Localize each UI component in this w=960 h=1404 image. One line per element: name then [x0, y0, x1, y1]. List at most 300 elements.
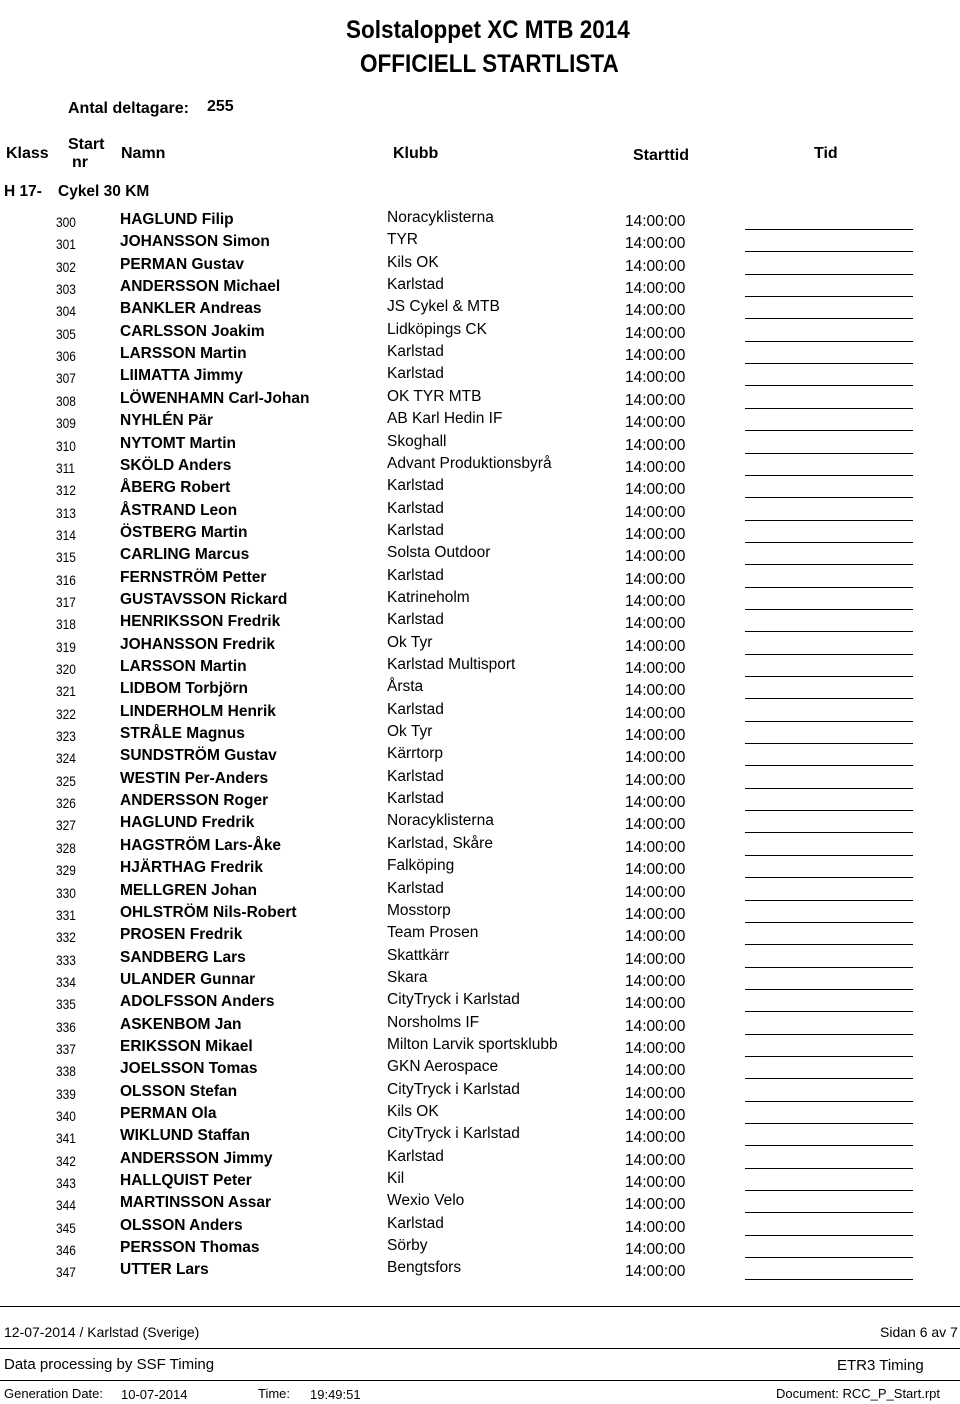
start-number: 342: [56, 1152, 76, 1169]
table-row: [0, 1080, 960, 1105]
rider-name: LARSSON Martin: [120, 345, 247, 363]
finish-time-blank: [745, 788, 913, 789]
table-row: [0, 700, 960, 725]
start-number: 314: [56, 526, 76, 543]
club-name: Katrineholm: [387, 588, 470, 606]
finish-time-blank: [745, 922, 913, 923]
start-number: 334: [56, 973, 76, 990]
rider-name: NYHLÉN Pär: [120, 412, 214, 430]
start-number: 310: [56, 437, 76, 454]
club-name: Skattkärr: [387, 946, 450, 964]
rider-name: ÅBERG Robert: [120, 479, 231, 497]
rider-name: ÅSTRAND Leon: [120, 501, 238, 519]
club-name: Årsta: [387, 678, 424, 696]
table-row: [0, 1194, 960, 1216]
rider-name: LARSSON Martin: [120, 658, 247, 675]
start-number: 321: [56, 683, 76, 700]
start-number: 339: [56, 1085, 76, 1102]
start-time: 14:00:00: [625, 816, 686, 834]
table-row: [0, 233, 960, 255]
rider-name: JOHANSSON Simon: [120, 233, 270, 251]
table-row: [0, 926, 960, 948]
table-row: [0, 345, 960, 367]
rider-name: LIIMATTA Jimmy: [120, 367, 243, 385]
start-time: 14:00:00: [625, 235, 686, 253]
club-name: Kärrtorp: [387, 745, 443, 763]
finish-time-blank: [745, 1034, 913, 1035]
footer-divider-bottom: [0, 1380, 960, 1381]
col-tid: Tid: [814, 145, 838, 162]
table-row: [0, 658, 960, 680]
table-row: [0, 767, 960, 792]
start-time: 14:00:00: [625, 525, 686, 543]
club-name: Karlstad: [387, 700, 444, 718]
start-number: 315: [56, 549, 76, 566]
start-time: 14:00:00: [625, 704, 686, 722]
rider-name: ERIKSSON Mikael: [120, 1037, 253, 1055]
start-time: 14:00:00: [625, 950, 686, 968]
start-time: 14:00:00: [625, 928, 686, 946]
rider-name: ÖSTBERG Martin: [120, 523, 248, 541]
finish-time-blank: [745, 385, 913, 386]
table-row: [0, 1172, 960, 1194]
club-name: Bengtsfors: [387, 1259, 462, 1277]
finish-time-blank: [745, 1145, 913, 1146]
club-name: Karlstad: [387, 276, 444, 294]
finish-time-blank: [745, 1101, 913, 1102]
rider-name: LIDBOM Torbjörn: [120, 680, 248, 698]
col-start-top: Start: [68, 136, 105, 153]
finish-time-blank: [745, 520, 913, 521]
start-time: 14:00:00: [625, 592, 686, 610]
finish-time-blank: [745, 855, 913, 856]
finish-time-blank: [745, 609, 913, 610]
start-number: 311: [56, 459, 75, 476]
start-number: 332: [56, 929, 76, 946]
start-time: 14:00:00: [625, 391, 686, 409]
table-row: [0, 968, 960, 993]
start-number: 344: [56, 1197, 76, 1214]
start-time: 14:00:00: [625, 838, 686, 856]
start-number: 308: [56, 392, 76, 409]
finish-time-blank: [745, 229, 913, 230]
rider-name: PERSSON Thomas: [120, 1239, 260, 1257]
club-name: Karlstad: [387, 767, 444, 785]
start-time: 14:00:00: [625, 280, 686, 298]
start-time: 14:00:00: [625, 570, 686, 588]
table-row: [0, 1013, 960, 1038]
table-row: [0, 211, 960, 233]
footer-time-label: Time:: [258, 1386, 291, 1401]
finish-time-blank: [745, 1257, 913, 1258]
table-row: [0, 1035, 960, 1060]
start-number: 302: [56, 258, 76, 275]
table-row: [0, 1239, 960, 1261]
finish-time-blank: [745, 765, 913, 766]
rider-name: PERMAN Gustav: [120, 255, 245, 273]
start-number: 327: [56, 817, 76, 834]
start-number: 328: [56, 839, 76, 856]
finish-time-blank: [745, 654, 913, 655]
table-row: [0, 725, 960, 747]
start-number: 336: [56, 1018, 76, 1035]
rider-name: ULANDER Gunnar: [120, 970, 256, 988]
col-start-bottom: nr: [72, 154, 88, 171]
start-number: 340: [56, 1108, 76, 1124]
rider-name: ASKENBOM Jan: [120, 1015, 242, 1033]
rider-name: JOHANSSON Fredrik: [120, 635, 276, 653]
start-number: 325: [56, 772, 76, 789]
rider-name: HALLQUIST Peter: [120, 1172, 252, 1190]
finish-time-blank: [745, 251, 913, 252]
table-row: [0, 1060, 960, 1082]
start-number: 330: [56, 884, 76, 901]
club-name: Karlstad: [387, 499, 444, 517]
club-name: Sörby: [387, 1237, 428, 1255]
finish-time-blank: [745, 743, 913, 744]
club-name: Norsholms IF: [387, 1013, 480, 1031]
table-row: [0, 566, 960, 591]
start-time: 14:00:00: [625, 324, 686, 342]
rider-name: UTTER Lars: [120, 1261, 209, 1279]
table-row: [0, 613, 960, 635]
club-name: Kils OK: [387, 1103, 439, 1120]
finish-time-blank: [745, 564, 913, 565]
club-name: Karlstad: [387, 611, 444, 629]
club-name: Karlstad: [387, 879, 444, 897]
finish-time-blank: [745, 475, 913, 476]
start-number: 341: [56, 1130, 76, 1147]
start-time: 14:00:00: [625, 414, 686, 432]
rider-name: CARLSSON Joakim: [120, 322, 265, 340]
rider-name: ANDERSSON Michael: [120, 278, 281, 296]
rider-name: LÖWENHAMN Carl-Johan: [120, 389, 310, 407]
club-name: TYR: [387, 231, 418, 249]
club-name: Mosstorp: [387, 901, 451, 919]
finish-time-blank: [745, 944, 913, 945]
start-time: 14:00:00: [625, 481, 686, 499]
start-time: 14:00:00: [625, 1241, 686, 1259]
finish-time-blank: [745, 1078, 913, 1079]
club-name: Team Prosen: [387, 924, 479, 942]
club-name: CityTryck i Karlstad: [387, 1125, 520, 1143]
start-number: 317: [56, 593, 76, 610]
footer-divider-top: [0, 1306, 960, 1307]
table-row: [0, 1147, 960, 1172]
finish-time-blank: [745, 1168, 913, 1169]
start-number: 300: [56, 214, 76, 230]
club-name: Karlstad, Skåre: [387, 834, 493, 852]
finish-time-blank: [745, 698, 913, 699]
start-time: 14:00:00: [625, 302, 686, 320]
start-time: 14:00:00: [625, 660, 686, 677]
table-row: [0, 432, 960, 457]
finish-time-blank: [745, 1190, 913, 1191]
club-name: CityTryck i Karlstad: [387, 991, 520, 1009]
club-name: Noracyklisterna: [387, 209, 494, 226]
table-row: [0, 320, 960, 345]
rider-name: MARTINSSON Assar: [120, 1194, 272, 1212]
start-number: 309: [56, 415, 76, 432]
table-row: [0, 412, 960, 434]
start-time: 14:00:00: [625, 1039, 686, 1057]
start-time: 14:00:00: [625, 1129, 686, 1147]
footer-system: ETR3 Timing: [837, 1357, 924, 1374]
finish-time-blank: [745, 587, 913, 588]
start-time: 14:00:00: [625, 1196, 686, 1214]
start-time: 14:00:00: [625, 1218, 686, 1236]
start-time: 14:00:00: [625, 682, 686, 700]
start-time: 14:00:00: [625, 1107, 686, 1124]
rider-name: NYTOMT Martin: [120, 434, 236, 452]
club-name: Ok Tyr: [387, 633, 433, 651]
table-row: [0, 1261, 960, 1283]
table-row: [0, 901, 960, 926]
rider-name: LINDERHOLM Henrik: [120, 702, 276, 720]
footer-time-value: 19:49:51: [310, 1387, 361, 1402]
start-number: 307: [56, 370, 76, 387]
rider-name: CARLING Marcus: [120, 546, 250, 564]
table-row: [0, 1214, 960, 1239]
finish-time-blank: [745, 631, 913, 632]
start-number: 301: [56, 236, 76, 253]
club-name: AB Karl Hedin IF: [387, 410, 503, 428]
club-name: Karlstad: [387, 365, 444, 383]
table-row: [0, 1127, 960, 1149]
club-name: Kil: [387, 1170, 405, 1188]
finish-time-blank: [745, 810, 913, 811]
table-row: [0, 521, 960, 546]
rider-name: FERNSTRÖM Petter: [120, 568, 267, 586]
rider-name: OLSSON Stefan: [120, 1082, 238, 1100]
start-number: 326: [56, 795, 76, 812]
start-number: 337: [56, 1040, 76, 1057]
start-time: 14:00:00: [625, 369, 686, 387]
club-name: Karlstad Multisport: [387, 656, 516, 673]
finish-time-blank: [745, 676, 913, 677]
start-time: 14:00:00: [625, 1151, 686, 1169]
participants-label: Antal deltagare:: [68, 100, 189, 117]
finish-time-blank: [745, 832, 913, 833]
rider-name: WESTIN Per-Anders: [120, 769, 269, 787]
table-row: [0, 253, 960, 278]
start-time: 14:00:00: [625, 1084, 686, 1102]
start-number: 347: [56, 1264, 76, 1281]
col-namn: Namn: [121, 145, 166, 162]
start-number: 303: [56, 281, 76, 298]
start-time: 14:00:00: [625, 771, 686, 789]
table-row: [0, 454, 960, 479]
finish-time-blank: [745, 274, 913, 275]
group-klass: H 17-: [4, 183, 42, 200]
start-number: 312: [56, 482, 76, 499]
col-klass: Klass: [6, 145, 49, 162]
start-time: 14:00:00: [625, 548, 686, 566]
start-time: 14:00:00: [625, 972, 686, 990]
start-number: 305: [56, 325, 76, 342]
start-time: 14:00:00: [625, 1174, 686, 1192]
start-time: 14:00:00: [625, 458, 686, 476]
club-name: Noracyklisterna: [387, 812, 494, 830]
table-row: [0, 792, 960, 814]
footer-document: Document: RCC_P_Start.rpt: [776, 1386, 941, 1401]
rider-name: OLSSON Anders: [120, 1216, 243, 1234]
start-number: 324: [56, 750, 76, 767]
rider-name: SKÖLD Anders: [120, 456, 232, 474]
start-time: 14:00:00: [625, 436, 686, 454]
club-name: GKN Aerospace: [387, 1058, 499, 1076]
table-row: [0, 387, 960, 412]
table-row: [0, 588, 960, 613]
start-time: 14:00:00: [625, 749, 686, 767]
start-number: 316: [56, 571, 76, 588]
start-number: 331: [56, 906, 76, 923]
finish-time-blank: [745, 430, 913, 431]
start-number: 345: [56, 1219, 76, 1236]
col-klubb: Klubb: [393, 145, 439, 162]
rider-name: ADOLFSSON Anders: [120, 993, 275, 1011]
rider-name: GUSTAVSSON Rickard: [120, 590, 288, 608]
finish-time-blank: [745, 318, 913, 319]
finish-time-blank: [745, 363, 913, 364]
club-name: Skara: [387, 968, 428, 986]
finish-time-blank: [745, 900, 913, 901]
table-row: [0, 367, 960, 389]
club-name: JS Cykel & MTB: [387, 298, 500, 316]
club-name: Karlstad: [387, 477, 444, 495]
table-row: [0, 278, 960, 300]
table-row: [0, 479, 960, 501]
rider-name: MELLGREN Johan: [120, 881, 257, 899]
table-row: [0, 1105, 960, 1127]
start-number: 335: [56, 996, 76, 1013]
start-time: 14:00:00: [625, 1017, 686, 1035]
club-name: Falköping: [387, 857, 455, 875]
finish-time-blank: [745, 989, 913, 990]
start-time: 14:00:00: [625, 637, 686, 655]
club-name: Advant Produktionsbyrå: [387, 454, 552, 472]
finish-time-blank: [745, 1212, 913, 1213]
club-name: Milton Larvik sportsklubb: [387, 1035, 558, 1053]
finish-time-blank: [745, 721, 913, 722]
club-name: Karlstad: [387, 566, 444, 584]
start-time: 14:00:00: [625, 794, 686, 812]
rider-name: JOELSSON Tomas: [120, 1060, 258, 1078]
finish-time-blank: [745, 453, 913, 454]
group-name: Cykel 30 KM: [58, 183, 150, 200]
rider-name: SANDBERG Lars: [120, 948, 246, 966]
start-number: 313: [56, 504, 76, 521]
start-number: 318: [56, 616, 76, 633]
rider-name: SUNDSTRÖM Gustav: [120, 747, 277, 765]
page-subtitle: OFFICIELL STARTLISTA: [360, 50, 619, 78]
finish-time-blank: [745, 497, 913, 498]
club-name: OK TYR MTB: [387, 387, 482, 405]
club-name: Karlstad: [387, 1147, 444, 1165]
finish-time-blank: [745, 408, 913, 409]
footer-generation-label: Generation Date:: [4, 1386, 104, 1401]
start-time: 14:00:00: [625, 257, 686, 275]
rider-name: WIKLUND Staffan: [120, 1127, 251, 1145]
start-number: 333: [56, 951, 76, 968]
rider-name: HJÄRTHAG Fredrik: [120, 859, 263, 877]
rider-name: BANKLER Andreas: [120, 300, 262, 318]
club-name: Karlstad: [387, 521, 444, 539]
footer-page: Sidan 6 av 7: [880, 1324, 958, 1340]
club-name: Skoghall: [387, 432, 447, 450]
finish-time-blank: [745, 341, 913, 342]
table-row: [0, 747, 960, 769]
club-name: Wexio Velo: [387, 1192, 465, 1210]
rider-name: HAGSTRÖM Lars-Åke: [120, 836, 282, 854]
rider-name: PERMAN Ola: [120, 1105, 217, 1122]
start-number: 343: [56, 1175, 76, 1192]
finish-time-blank: [745, 542, 913, 543]
club-name: Karlstad: [387, 790, 444, 808]
finish-time-blank: [745, 1279, 913, 1280]
table-row: [0, 879, 960, 904]
rider-name: HAGLUND Fredrik: [120, 814, 255, 832]
start-time: 14:00:00: [625, 213, 686, 230]
start-time: 14:00:00: [625, 503, 686, 521]
start-time: 14:00:00: [625, 883, 686, 901]
table-row: [0, 946, 960, 971]
finish-time-blank: [745, 1056, 913, 1057]
rider-name: ANDERSSON Roger: [120, 792, 269, 810]
finish-time-blank: [745, 877, 913, 878]
start-number: 306: [56, 348, 76, 365]
start-number: 329: [56, 862, 76, 879]
start-time: 14:00:00: [625, 905, 686, 923]
start-number: 338: [56, 1063, 76, 1080]
finish-time-blank: [745, 967, 913, 968]
start-time: 14:00:00: [625, 615, 686, 633]
club-name: Lidköpings CK: [387, 320, 487, 338]
footer-date-place: 12-07-2014 / Karlstad (Sverige): [4, 1324, 200, 1340]
finish-time-blank: [745, 296, 913, 297]
rider-name: OHLSTRÖM Nils-Robert: [120, 903, 297, 921]
club-name: Kils OK: [387, 253, 439, 271]
col-starttid: Starttid: [633, 147, 689, 164]
club-name: Karlstad: [387, 343, 444, 361]
start-time: 14:00:00: [625, 1062, 686, 1080]
participants-count: 255: [207, 98, 234, 115]
start-time: 14:00:00: [625, 861, 686, 879]
rider-name: HAGLUND Filip: [120, 211, 234, 228]
start-time: 14:00:00: [625, 347, 686, 365]
club-name: Ok Tyr: [387, 723, 433, 741]
finish-time-blank: [745, 1011, 913, 1012]
rider-name: ANDERSSON Jimmy: [120, 1149, 273, 1167]
table-row: [0, 499, 960, 524]
table-row: [0, 300, 960, 322]
footer-processing: Data processing by SSF Timing: [4, 1356, 215, 1373]
footer-divider-middle: [0, 1348, 960, 1349]
table-row: [0, 859, 960, 881]
start-number: 320: [56, 661, 76, 677]
table-row: [0, 834, 960, 859]
club-name: CityTryck i Karlstad: [387, 1080, 520, 1098]
finish-time-blank: [745, 1123, 913, 1124]
start-time: 14:00:00: [625, 1263, 686, 1281]
start-time: 14:00:00: [625, 727, 686, 745]
rider-name: PROSEN Fredrik: [120, 926, 243, 944]
club-name: Karlstad: [387, 1214, 444, 1232]
page-title: Solstaloppet XC MTB 2014: [346, 16, 630, 44]
start-number: 319: [56, 638, 76, 655]
finish-time-blank: [745, 1235, 913, 1236]
table-row: [0, 993, 960, 1015]
